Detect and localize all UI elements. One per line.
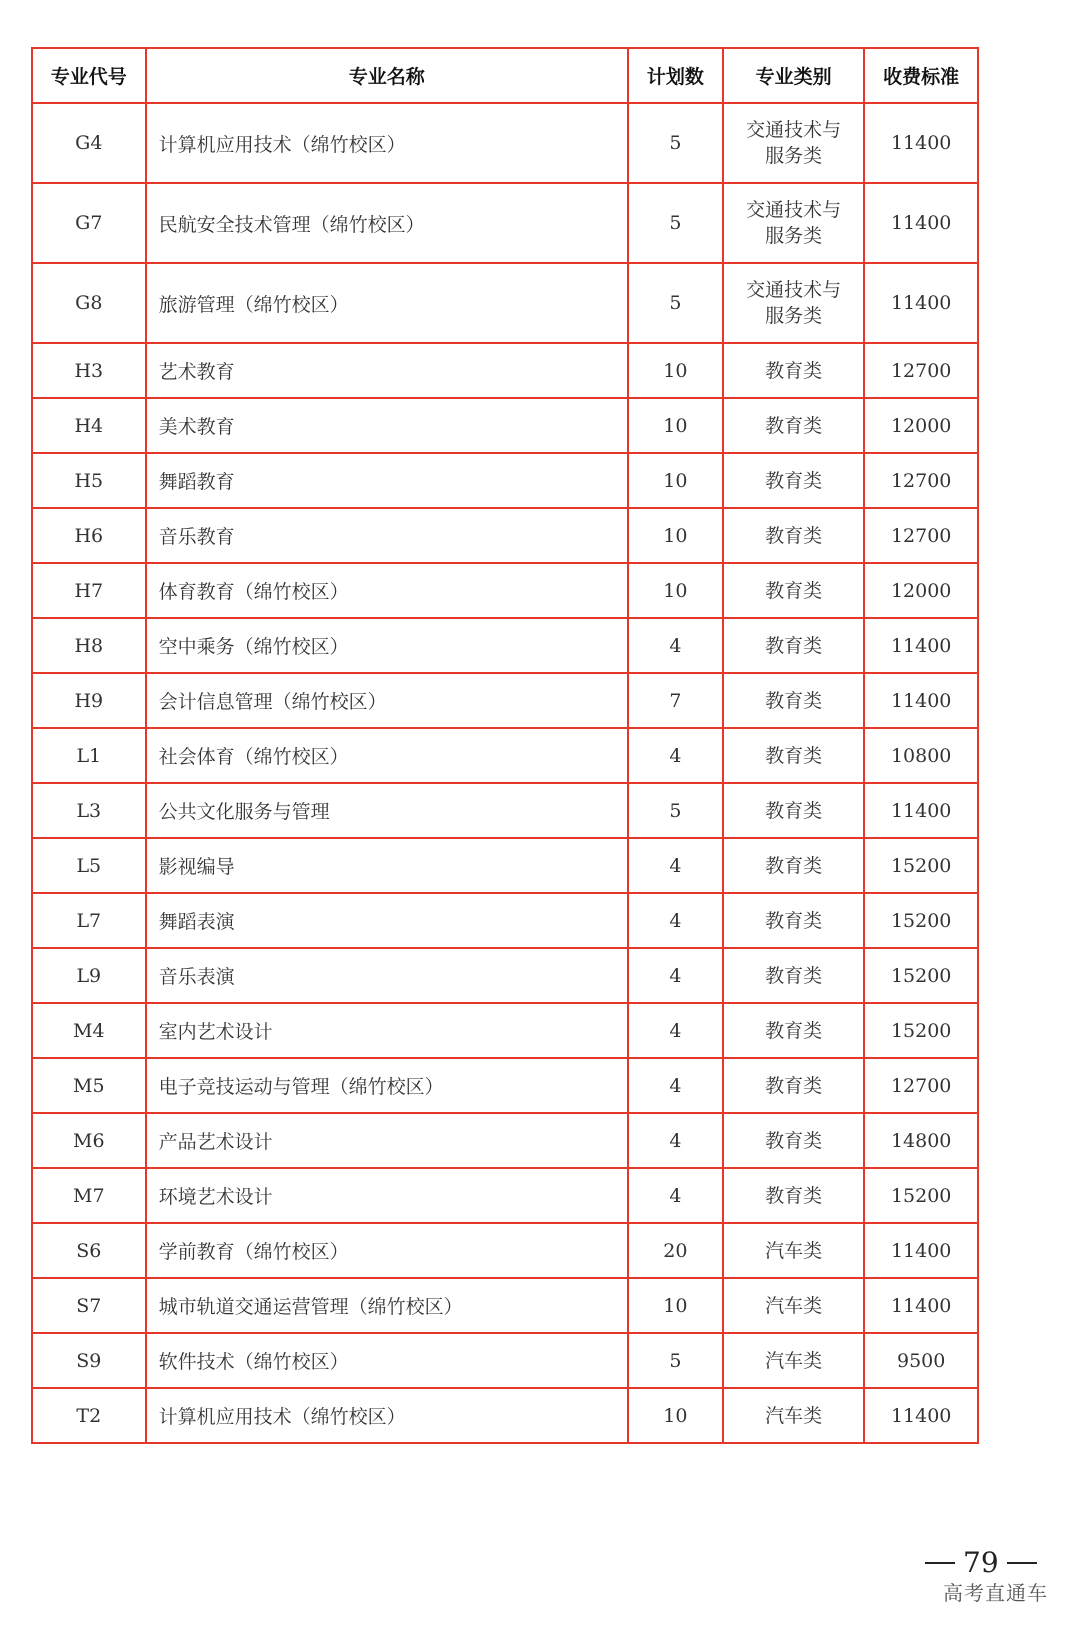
cell-plan: 10 xyxy=(628,453,723,508)
cell-name: 电子竞技运动与管理（绵竹校区） xyxy=(146,1058,628,1113)
cell-category xyxy=(723,343,864,398)
cell-code: M7 xyxy=(32,1168,146,1223)
table-row xyxy=(32,838,978,893)
cell-plan: 10 xyxy=(628,1278,723,1333)
cell-category xyxy=(723,1388,864,1443)
page-dash-left xyxy=(925,1562,955,1564)
table-row xyxy=(32,673,978,728)
cell-code: M5 xyxy=(32,1058,146,1113)
category-line: 教育类 xyxy=(765,414,823,437)
cell-category xyxy=(723,1333,864,1388)
category-line: 教育类 xyxy=(765,634,823,657)
enrollment-plan-table xyxy=(31,47,979,1444)
cell-code: H8 xyxy=(32,618,146,673)
cell-category xyxy=(723,453,864,508)
cell-code: S7 xyxy=(32,1278,146,1333)
table-row xyxy=(32,1003,978,1058)
cell-name: 音乐表演 xyxy=(146,948,628,1003)
cell-code: M6 xyxy=(32,1113,146,1168)
cell-fee: 9500 xyxy=(864,1333,978,1388)
cell-name: 计算机应用技术（绵竹校区） xyxy=(146,1388,628,1443)
cell-category xyxy=(723,673,864,728)
cell-code: L3 xyxy=(32,783,146,838)
cell-code: H9 xyxy=(32,673,146,728)
table-header-row xyxy=(32,48,978,103)
table-row xyxy=(32,893,978,948)
table-row xyxy=(32,1333,978,1388)
cell-name: 产品艺术设计 xyxy=(146,1113,628,1168)
table-row xyxy=(32,103,978,183)
cell-plan: 5 xyxy=(628,1333,723,1388)
cell-name: 舞蹈表演 xyxy=(146,893,628,948)
cell-fee: 10800 xyxy=(864,728,978,783)
cell-plan: 20 xyxy=(628,1223,723,1278)
cell-category xyxy=(723,183,864,263)
category-line: 教育类 xyxy=(765,359,823,382)
cell-category xyxy=(723,1058,864,1113)
cell-plan: 4 xyxy=(628,948,723,1003)
cell-category xyxy=(723,103,864,183)
cell-code: M4 xyxy=(32,1003,146,1058)
table-row xyxy=(32,1113,978,1168)
cell-fee: 11400 xyxy=(864,673,978,728)
header-name: 专业名称 xyxy=(146,48,628,103)
cell-category xyxy=(723,398,864,453)
table-row xyxy=(32,1223,978,1278)
cell-fee: 15200 xyxy=(864,948,978,1003)
table-row xyxy=(32,453,978,508)
cell-category xyxy=(723,1223,864,1278)
category-line: 汽车类 xyxy=(765,1349,823,1372)
cell-fee: 11400 xyxy=(864,783,978,838)
category-line: 汽车类 xyxy=(765,1239,823,1262)
cell-category xyxy=(723,1003,864,1058)
cell-fee: 11400 xyxy=(864,103,978,183)
category-line: 教育类 xyxy=(765,964,823,987)
cell-code: G4 xyxy=(32,103,146,183)
table-row xyxy=(32,948,978,1003)
category-line: 教育类 xyxy=(765,1074,823,1097)
category-line: 教育类 xyxy=(765,1129,823,1152)
category-line: 服务类 xyxy=(765,145,823,167)
cell-category xyxy=(723,563,864,618)
cell-plan: 10 xyxy=(628,508,723,563)
cell-plan: 5 xyxy=(628,103,723,183)
table-row xyxy=(32,783,978,838)
cell-fee: 11400 xyxy=(864,1223,978,1278)
cell-name: 艺术教育 xyxy=(146,343,628,398)
cell-fee: 11400 xyxy=(864,1388,978,1443)
cell-category xyxy=(723,783,864,838)
cell-name: 室内艺术设计 xyxy=(146,1003,628,1058)
cell-fee: 12700 xyxy=(864,453,978,508)
cell-code: G8 xyxy=(32,263,146,343)
cell-name: 影视编导 xyxy=(146,838,628,893)
table-row xyxy=(32,183,978,263)
cell-plan: 4 xyxy=(628,893,723,948)
watermark: 高考直通车 xyxy=(943,1581,1048,1605)
table-row xyxy=(32,508,978,563)
table-row xyxy=(32,1278,978,1333)
category-line: 交通技术与 xyxy=(746,199,842,221)
cell-name: 公共文化服务与管理 xyxy=(146,783,628,838)
cell-code: G7 xyxy=(32,183,146,263)
cell-fee: 15200 xyxy=(864,893,978,948)
cell-code: H6 xyxy=(32,508,146,563)
cell-plan: 4 xyxy=(628,618,723,673)
table-row xyxy=(32,563,978,618)
cell-name: 体育教育（绵竹校区） xyxy=(146,563,628,618)
cell-code: L1 xyxy=(32,728,146,783)
cell-fee: 11400 xyxy=(864,618,978,673)
cell-code: H7 xyxy=(32,563,146,618)
category-line: 教育类 xyxy=(765,854,823,877)
cell-plan: 5 xyxy=(628,783,723,838)
header-plan: 计划数 xyxy=(628,48,723,103)
category-line: 服务类 xyxy=(765,225,823,247)
category-line: 教育类 xyxy=(765,469,823,492)
cell-plan: 4 xyxy=(628,1058,723,1113)
cell-name: 音乐教育 xyxy=(146,508,628,563)
cell-code: S9 xyxy=(32,1333,146,1388)
cell-plan: 4 xyxy=(628,1003,723,1058)
cell-fee: 12000 xyxy=(864,398,978,453)
cell-code: H3 xyxy=(32,343,146,398)
table-body xyxy=(32,103,978,1443)
cell-name: 计算机应用技术（绵竹校区） xyxy=(146,103,628,183)
cell-plan: 5 xyxy=(628,263,723,343)
cell-name: 环境艺术设计 xyxy=(146,1168,628,1223)
cell-fee: 15200 xyxy=(864,1003,978,1058)
category-line: 教育类 xyxy=(765,524,823,547)
header-code: 专业代号 xyxy=(32,48,146,103)
cell-name: 软件技术（绵竹校区） xyxy=(146,1333,628,1388)
cell-category xyxy=(723,838,864,893)
cell-category xyxy=(723,508,864,563)
table-row xyxy=(32,1168,978,1223)
table-row xyxy=(32,263,978,343)
cell-code: S6 xyxy=(32,1223,146,1278)
cell-fee: 12000 xyxy=(864,563,978,618)
cell-code: L7 xyxy=(32,893,146,948)
cell-plan: 4 xyxy=(628,728,723,783)
cell-plan: 10 xyxy=(628,398,723,453)
category-line: 服务类 xyxy=(765,305,823,327)
category-line: 汽车类 xyxy=(765,1294,823,1317)
cell-category xyxy=(723,893,864,948)
cell-plan: 4 xyxy=(628,838,723,893)
cell-category xyxy=(723,1168,864,1223)
cell-plan: 10 xyxy=(628,1388,723,1443)
cell-fee: 11400 xyxy=(864,263,978,343)
category-line: 教育类 xyxy=(765,799,823,822)
cell-code: L5 xyxy=(32,838,146,893)
cell-category xyxy=(723,728,864,783)
cell-name: 学前教育（绵竹校区） xyxy=(146,1223,628,1278)
cell-category xyxy=(723,263,864,343)
cell-fee: 14800 xyxy=(864,1113,978,1168)
table-row xyxy=(32,1388,978,1443)
cell-plan: 10 xyxy=(628,563,723,618)
category-line: 汽车类 xyxy=(765,1404,823,1427)
category-line: 教育类 xyxy=(765,744,823,767)
cell-plan: 7 xyxy=(628,673,723,728)
cell-name: 社会体育（绵竹校区） xyxy=(146,728,628,783)
cell-category xyxy=(723,1278,864,1333)
cell-name: 旅游管理（绵竹校区） xyxy=(146,263,628,343)
cell-fee: 12700 xyxy=(864,1058,978,1113)
page-dash-right xyxy=(1007,1562,1037,1564)
cell-category xyxy=(723,618,864,673)
category-line: 教育类 xyxy=(765,1019,823,1042)
cell-category xyxy=(723,948,864,1003)
category-line: 教育类 xyxy=(765,909,823,932)
cell-code: H5 xyxy=(32,453,146,508)
page-number-text: 79 xyxy=(963,1546,999,1579)
cell-name: 舞蹈教育 xyxy=(146,453,628,508)
cell-fee: 12700 xyxy=(864,508,978,563)
category-line: 教育类 xyxy=(765,689,823,712)
table-row xyxy=(32,343,978,398)
category-line: 交通技术与 xyxy=(746,279,842,301)
cell-plan: 5 xyxy=(628,183,723,263)
cell-category xyxy=(723,1113,864,1168)
cell-fee: 11400 xyxy=(864,183,978,263)
table-row xyxy=(32,1058,978,1113)
cell-name: 民航安全技术管理（绵竹校区） xyxy=(146,183,628,263)
header-category: 专业类别 xyxy=(723,48,864,103)
cell-plan: 10 xyxy=(628,343,723,398)
table-row xyxy=(32,728,978,783)
cell-fee: 15200 xyxy=(864,838,978,893)
cell-code: L9 xyxy=(32,948,146,1003)
table-row xyxy=(32,398,978,453)
category-line: 交通技术与 xyxy=(746,119,842,141)
cell-name: 空中乘务（绵竹校区） xyxy=(146,618,628,673)
cell-name: 会计信息管理（绵竹校区） xyxy=(146,673,628,728)
category-line: 教育类 xyxy=(765,579,823,602)
cell-code: T2 xyxy=(32,1388,146,1443)
cell-name: 美术教育 xyxy=(146,398,628,453)
cell-fee: 11400 xyxy=(864,1278,978,1333)
page-number xyxy=(917,1546,1045,1579)
cell-plan: 4 xyxy=(628,1113,723,1168)
cell-name: 城市轨道交通运营管理（绵竹校区） xyxy=(146,1278,628,1333)
cell-fee: 12700 xyxy=(864,343,978,398)
cell-code: H4 xyxy=(32,398,146,453)
category-line: 教育类 xyxy=(765,1184,823,1207)
header-fee: 收费标准 xyxy=(864,48,978,103)
cell-fee: 15200 xyxy=(864,1168,978,1223)
cell-plan: 4 xyxy=(628,1168,723,1223)
table-row xyxy=(32,618,978,673)
